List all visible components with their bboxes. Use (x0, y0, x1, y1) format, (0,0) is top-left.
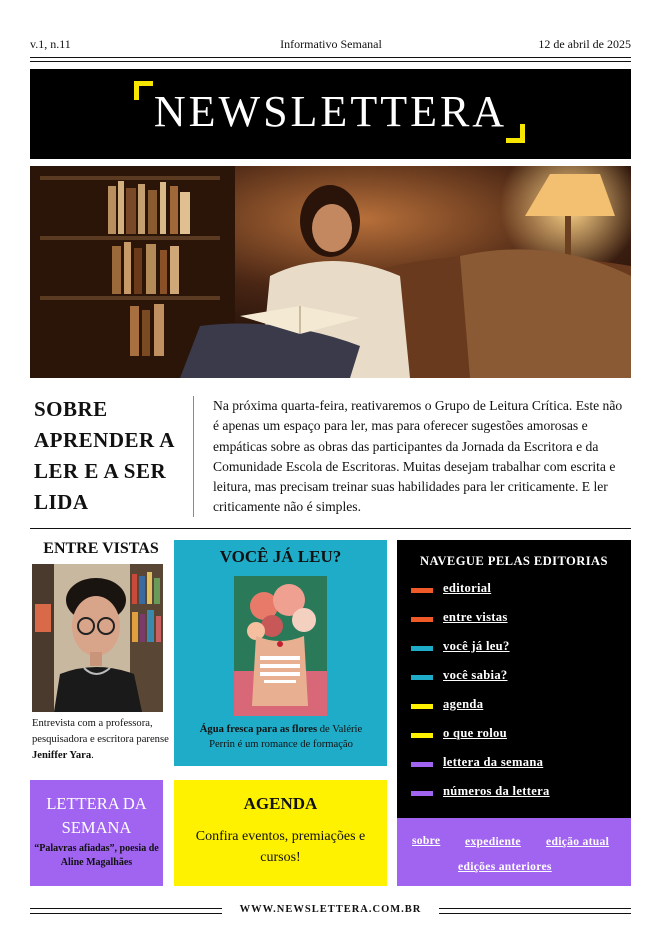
nav-heading: NAVEGUE PELAS EDITORIAS (420, 554, 608, 568)
issue-number: v.1, n.11 (30, 37, 71, 51)
section-rule (30, 528, 631, 529)
link-expediente[interactable]: expediente (465, 835, 521, 848)
about-divider (193, 396, 194, 517)
link-edicoes-anteriores[interactable]: edições anteriores (458, 860, 552, 873)
nav-link-voce-sabia[interactable]: você sabia? (443, 668, 508, 682)
newsletter-subtitle: Informativo Semanal (280, 37, 382, 51)
book-description: de Valérie Perrin é um romance de formação (209, 724, 363, 750)
masthead-title: NEWSLETTERA (153, 87, 508, 136)
nav-bar (411, 646, 433, 651)
about-body: Na próxima quarta-feira, reativaremos o Grupo de Leitura Crítica. Este não é apenas um espaço para ler, mas para oferecer sugestões amorosas e empáticas sobre as obras das participantes da Jornada da Escritora e da Comunidade Escola de Escritoras. Muitas desejam trabalhar com escrita e leitura, mas precisam treinar suas habilidades para ler criticamente. E ler criticamente não é simples. (213, 398, 623, 515)
link-sobre[interactable]: sobre (412, 834, 441, 847)
header-rule-bottom (30, 61, 631, 62)
agenda-heading: AGENDA (243, 794, 318, 813)
footer-rule-right-top (439, 908, 631, 909)
link-edicao-atual[interactable]: edição atual (546, 835, 610, 848)
caption-text: Entrevista com a professora, pesquisadora e escritora parense (32, 718, 169, 745)
nav-bar (411, 617, 433, 622)
nav-bar (411, 675, 433, 680)
voce-ja-leu-card[interactable] (174, 540, 387, 766)
voce-ja-leu-heading: VOCÊ JÁ LEU? (219, 547, 342, 566)
nav-link-editorial[interactable]: editorial (443, 581, 492, 595)
masthead (30, 69, 631, 159)
bracket-bottom-right-icon (506, 124, 525, 143)
about-heading: SOBRE APRENDER A LER E A SER LIDA (34, 397, 174, 514)
nav-bar (411, 762, 433, 767)
nav-bar (411, 704, 433, 709)
nav-bar (411, 733, 433, 738)
footer-rule-right-bottom (439, 913, 631, 914)
footer-rule-left-top (30, 908, 222, 909)
nav-link-entre-vistas[interactable]: entre vistas (443, 610, 508, 624)
caption-end: . (91, 750, 94, 761)
lettera-da-semana-card[interactable] (30, 780, 163, 886)
nav-footer (397, 818, 631, 886)
entre-vistas-heading: ENTRE VISTAS (43, 540, 159, 557)
book-title: Água fresca para as flores (199, 724, 318, 735)
entre-vistas-caption (32, 716, 172, 764)
header-rule-top (30, 57, 631, 58)
lettera-title: LETTERA DA SEMANA (46, 794, 147, 837)
nav-bar (411, 588, 433, 593)
nav-link-voce-ja-leu[interactable]: você já leu? (443, 639, 510, 653)
footer-rule-left-bottom (30, 913, 222, 914)
nav-link-lettera-da-semana[interactable]: lettera da semana (443, 755, 544, 769)
editorias-nav (397, 540, 631, 818)
site-url[interactable]: WWW.NEWSLETTERA.COM.BR (239, 904, 422, 915)
nav-link-numeros-da-lettera[interactable]: números da lettera (443, 784, 550, 798)
issue-date: 12 de abril de 2025 (538, 37, 631, 51)
interviewee-photo (32, 564, 163, 712)
interviewee-name: Jeniffer Yara (32, 750, 92, 761)
agenda-text: Confira eventos, premiações e cursos! (195, 829, 366, 865)
agenda-card[interactable] (174, 780, 387, 886)
nav-link-o-que-rolou[interactable]: o que rolou (443, 726, 507, 740)
lettera-subtitle: “Palavras afiadas”, poesia de Aline Magalhães (34, 843, 159, 868)
nav-link-agenda[interactable]: agenda (443, 697, 484, 711)
book-caption (186, 722, 376, 752)
nav-bar (411, 791, 433, 796)
book-cover-image (234, 576, 327, 716)
hero-image-woman-reading (30, 166, 631, 378)
